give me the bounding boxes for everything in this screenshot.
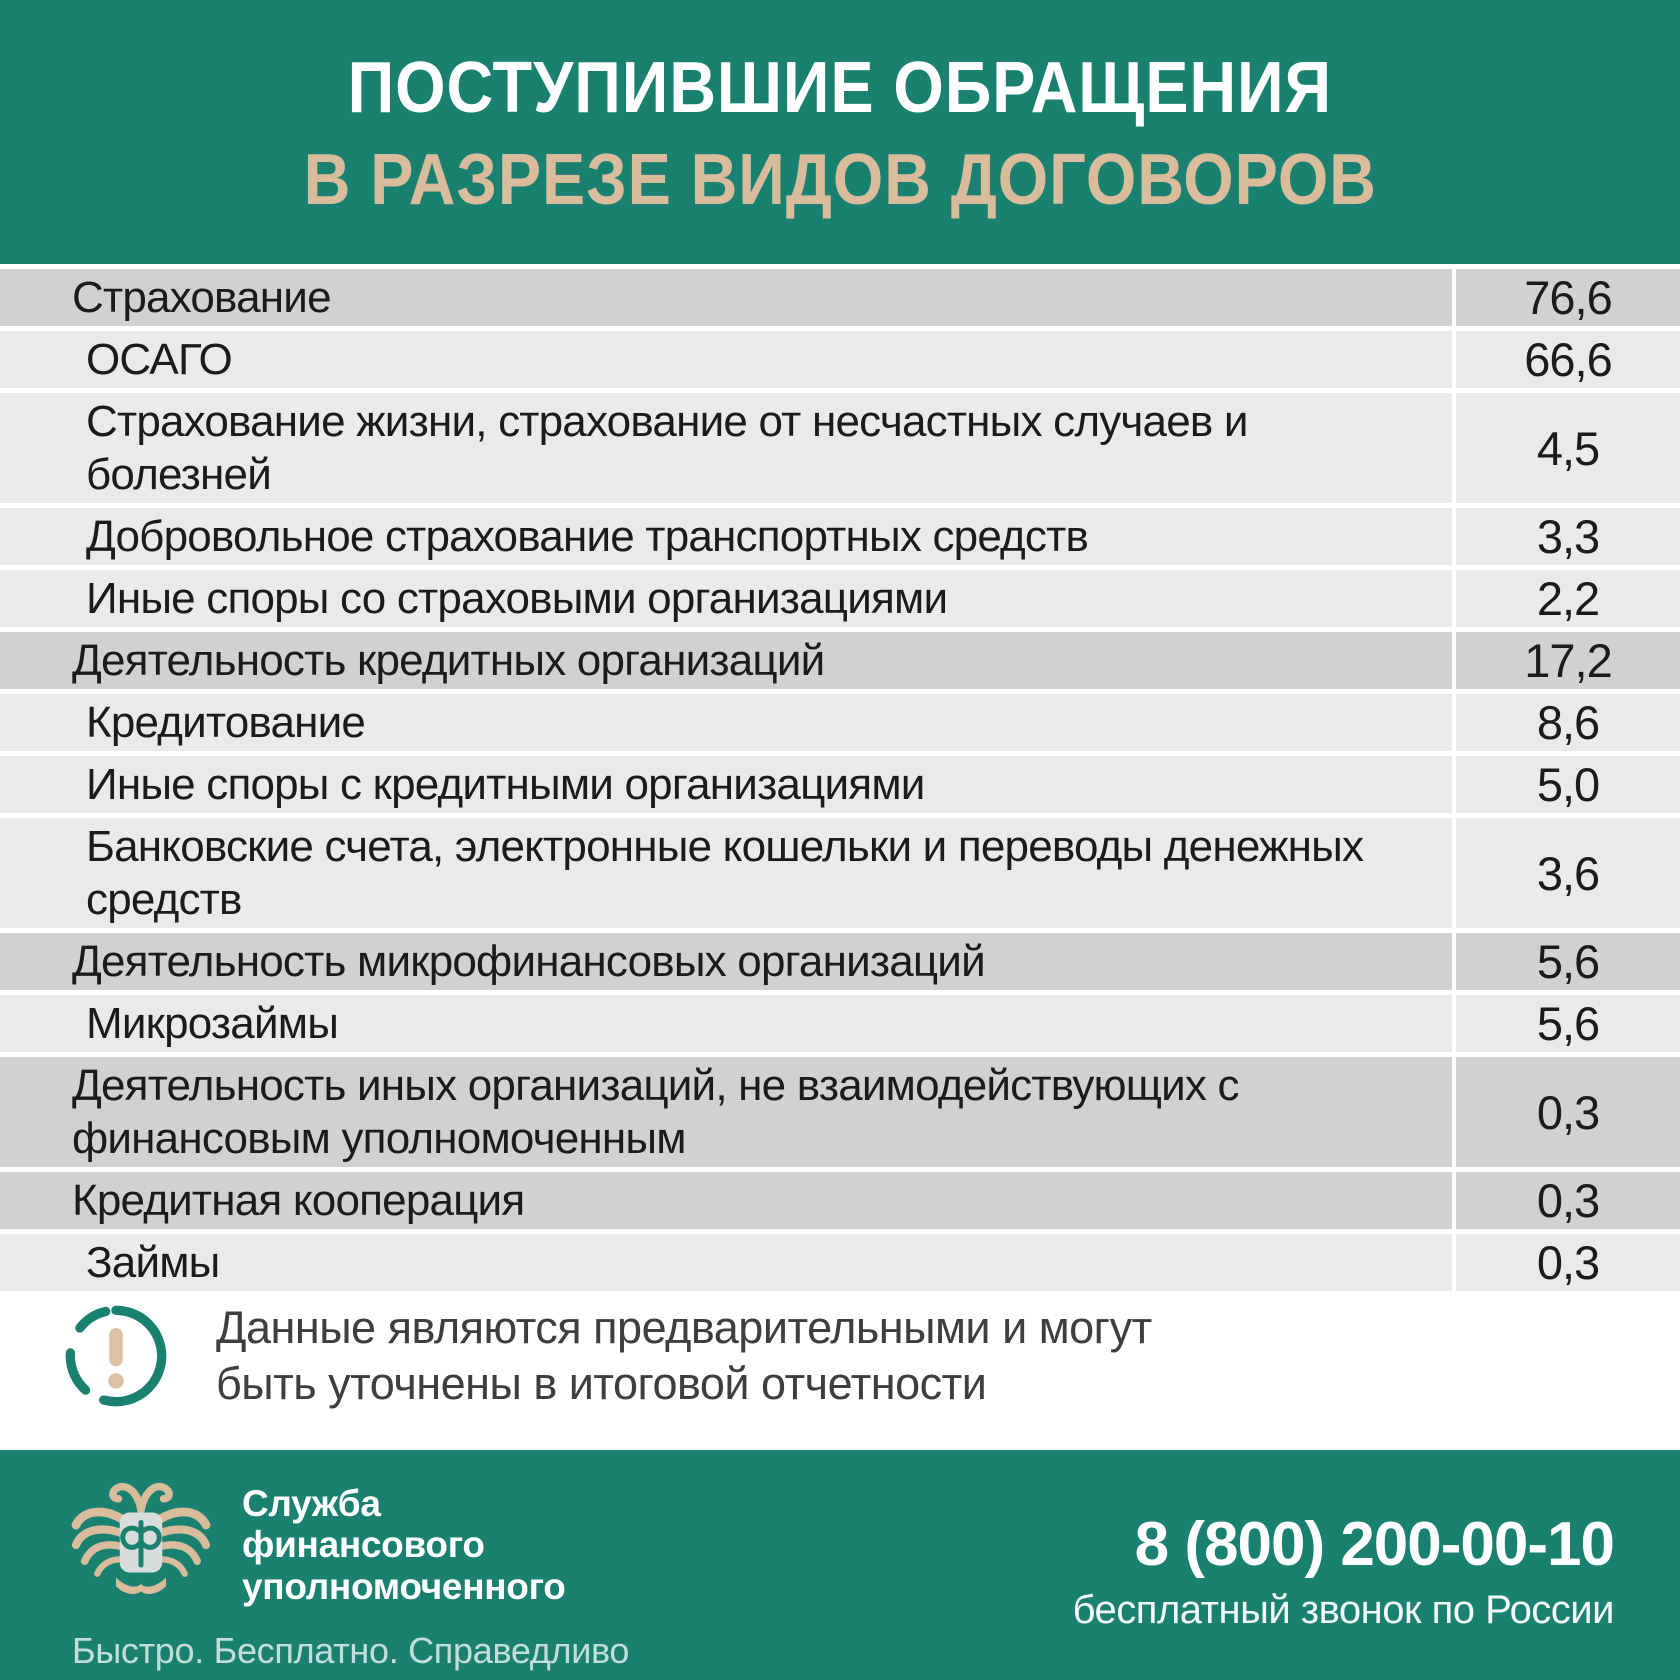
disclaimer-line-2: быть уточнены в итоговой отчетности [216, 1357, 987, 1409]
row-label: Микрозаймы [0, 995, 1452, 1052]
table-row [0, 818, 1680, 928]
contracts-table [0, 269, 1680, 1296]
row-value: 4,5 [1456, 393, 1680, 503]
table-row [0, 756, 1680, 813]
row-value: 66,6 [1456, 331, 1680, 388]
footer-banner [0, 1450, 1680, 1680]
row-label: Иные споры со страховыми организациями [0, 570, 1452, 627]
row-value: 17,2 [1456, 632, 1680, 689]
org-tagline: Быстро. Бесплатно. Справедливо [72, 1630, 630, 1671]
disclaimer-text [216, 1300, 1152, 1412]
row-value: 5,0 [1456, 756, 1680, 813]
table-row [0, 1172, 1680, 1229]
row-value: 5,6 [1456, 995, 1680, 1052]
row-label: Добровольное страхование транспортных средств [0, 508, 1452, 565]
table-row [0, 995, 1680, 1052]
org-name-line-2: финансового [242, 1524, 485, 1566]
disclaimer-line-1: Данные являются предварительными и могут [216, 1302, 1152, 1353]
table-row [0, 694, 1680, 751]
row-label: Страхование [0, 269, 1452, 326]
row-value: 0,3 [1456, 1172, 1680, 1229]
table-row [0, 1057, 1680, 1167]
row-label: Страхование жизни, страхование от несчастных случаев и болезней [0, 393, 1452, 503]
table-row [0, 632, 1680, 689]
row-value: 0,3 [1456, 1057, 1680, 1167]
table-row [0, 933, 1680, 990]
row-label: Деятельность кредитных организаций [0, 632, 1452, 689]
disclaimer-note [62, 1300, 1152, 1412]
row-label: Банковские счета, электронные кошельки и переводы денежных средств [0, 818, 1452, 928]
row-label: Кредитование [0, 694, 1452, 751]
phone-note: бесплатный звонок по России [1072, 1588, 1614, 1632]
row-value: 8,6 [1456, 694, 1680, 751]
row-label: Займы [0, 1234, 1452, 1291]
row-value: 5,6 [1456, 933, 1680, 990]
table-row [0, 508, 1680, 565]
table-row [0, 393, 1680, 503]
phone-block [1073, 1509, 1614, 1633]
page-subtitle: В РАЗРЕЗЕ ВИДОВ ДОГОВОРОВ [303, 140, 1377, 220]
row-label: Иные споры с кредитными организациями [0, 756, 1452, 813]
brand-block [66, 1470, 629, 1672]
row-value: 2,2 [1456, 570, 1680, 627]
row-value: 76,6 [1456, 269, 1680, 326]
phone-number: 8 (800) 200-00-10 [1134, 1510, 1614, 1579]
header-banner [0, 0, 1680, 264]
table-row [0, 570, 1680, 627]
org-name-line-1: Служба [242, 1482, 381, 1524]
page-title: ПОСТУПИВШИЕ ОБРАЩЕНИЯ [347, 48, 1333, 128]
org-name-line-3: уполномоченного [242, 1565, 566, 1607]
row-label: Деятельность микрофинансовых организаций [0, 933, 1452, 990]
row-value: 3,3 [1456, 508, 1680, 565]
row-label: Кредитная кооперация [0, 1172, 1452, 1229]
table-row [0, 269, 1680, 326]
org-name [242, 1483, 566, 1607]
row-label: ОСАГО [0, 331, 1452, 388]
row-value: 0,3 [1456, 1234, 1680, 1291]
row-label: Деятельность иных организаций, не взаимодействующих с финансовым уполномоченным [0, 1057, 1452, 1167]
table-row [0, 1234, 1680, 1291]
exclamation-icon [62, 1302, 170, 1410]
row-value: 3,6 [1456, 818, 1680, 928]
double-headed-eagle-logo-icon [66, 1470, 216, 1620]
table-row [0, 331, 1680, 388]
